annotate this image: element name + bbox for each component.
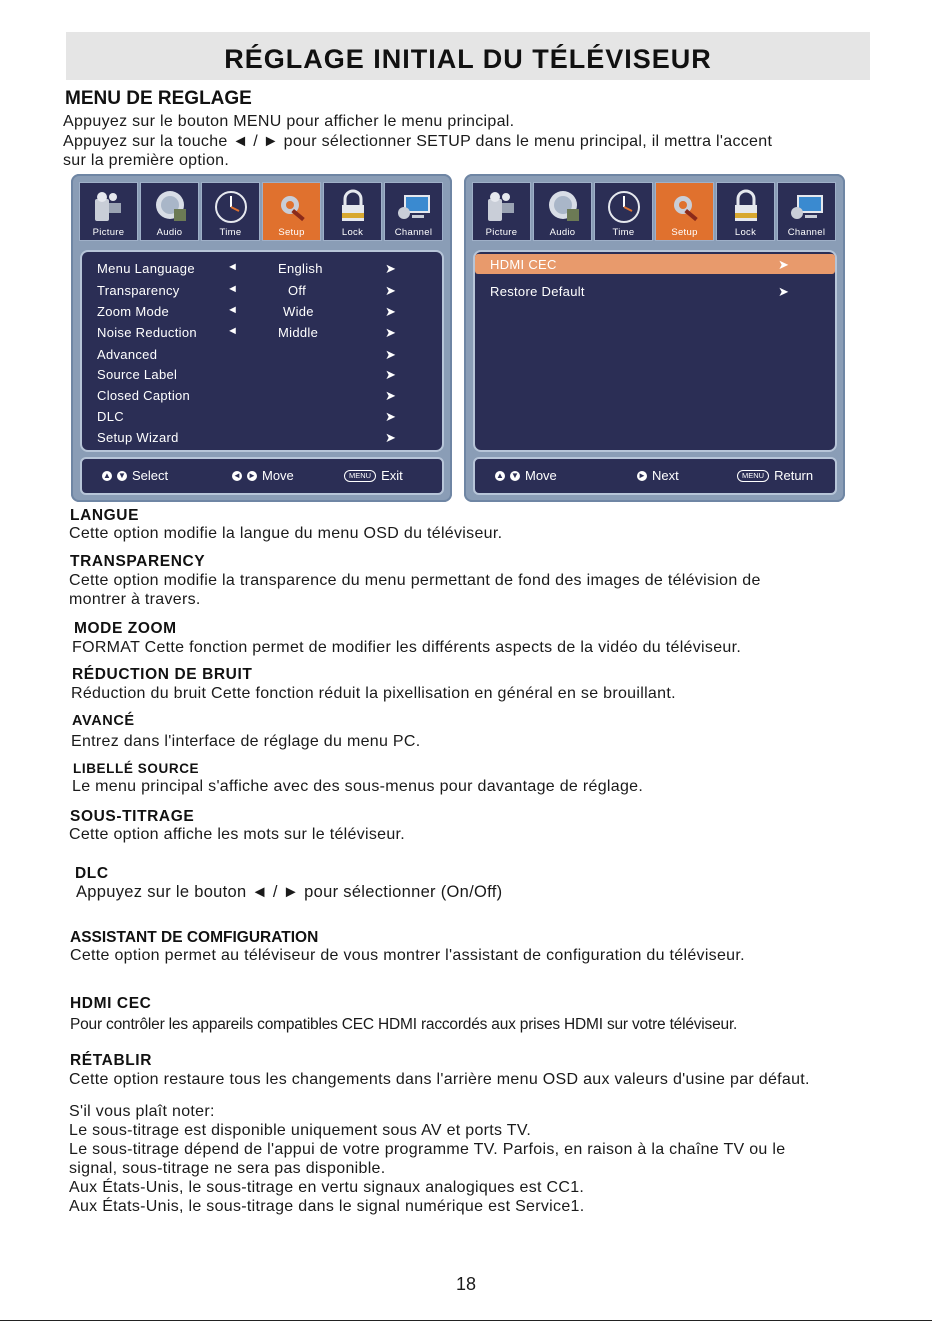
- menu-key-icon: MENU: [344, 470, 376, 482]
- tab-label: Time: [612, 227, 635, 238]
- item-name: DLC: [97, 409, 124, 424]
- tab-label: Time: [219, 227, 242, 238]
- footer-move-label: Move: [262, 468, 294, 483]
- item-name: Noise Reduction: [97, 325, 197, 340]
- item-name: Menu Language: [97, 261, 195, 276]
- up-down-icon: ▲: [496, 470, 504, 480]
- item-value: Off: [288, 283, 307, 298]
- tab-picture[interactable]: [472, 182, 531, 241]
- tab-time[interactable]: [201, 182, 260, 241]
- right-arrow-icon[interactable]: ➤: [385, 304, 397, 319]
- item-name: Zoom Mode: [97, 304, 170, 319]
- item-value: Middle: [278, 325, 319, 340]
- tv-icon: [787, 189, 827, 225]
- tab-audio[interactable]: [140, 182, 199, 241]
- tab-label: Audio: [549, 227, 576, 238]
- tv-icon: [394, 189, 434, 225]
- menu-item-zoom-mode[interactable]: [82, 301, 442, 321]
- left-right-icon: ►: [248, 470, 256, 480]
- menu-item-menu-language[interactable]: [82, 258, 442, 278]
- clock-icon: [604, 189, 644, 225]
- note-line: Le sous-titrage dépend de l'appui de votre programme TV. Parfois, en raison à la chaîne TV ou le: [69, 1141, 786, 1158]
- text-assistant: Cette option permet au téléviseur de vous montrer l'assistant de configuration du téléviseur.: [70, 947, 745, 964]
- text-dlc: Appuyez sur le bouton ◄ / ► pour sélectionner (On/Off): [76, 883, 503, 901]
- text-retablir: Cette option restaure tous les changements dans l'arrière menu OSD aux valeurs d'usine par défaut.: [69, 1071, 810, 1088]
- note-line: S'il vous plaît noter:: [69, 1103, 215, 1120]
- heading-sous-titrage: SOUS-TITRAGE: [70, 808, 195, 825]
- footer-return-label: Return: [774, 468, 814, 483]
- right-arrow-icon[interactable]: ➤: [778, 257, 790, 272]
- up-down-icon: ▲: [103, 470, 111, 480]
- item-name: Closed Caption: [97, 388, 191, 403]
- right-arrow-icon[interactable]: ➤: [385, 367, 397, 382]
- right-arrow-icon[interactable]: ➤: [385, 409, 397, 424]
- heading-transparency: TRANSPARENCY: [70, 553, 206, 570]
- right-arrow-icon[interactable]: ➤: [385, 388, 397, 403]
- satellite-dish-icon: [150, 189, 190, 225]
- note-line: signal, sous-titrage ne sera pas disponible.: [69, 1160, 386, 1177]
- osd-footer: [80, 457, 444, 495]
- footer-next-label: Next: [652, 468, 679, 483]
- osd-tab-bar: [472, 182, 836, 241]
- tools-icon: [272, 189, 312, 225]
- right-arrow-icon[interactable]: ➤: [385, 283, 397, 298]
- tab-lock[interactable]: [323, 182, 382, 241]
- camera-icon: [482, 189, 522, 225]
- text-libelle-source: Le menu principal s'affiche avec des sous-menus pour davantage de réglage.: [72, 778, 644, 795]
- menu-item-hdmi-cec[interactable]: [475, 254, 835, 274]
- item-value: Wide: [283, 304, 314, 319]
- footer-move: [495, 468, 557, 483]
- menu-item-setup-wizard[interactable]: [82, 427, 442, 447]
- text-avance: Entrez dans l'interface de réglage du menu PC.: [71, 733, 421, 750]
- heading-hdmi-cec: HDMI CEC: [70, 995, 152, 1012]
- menu-key-icon: MENU: [737, 470, 769, 482]
- tab-label: Setup: [278, 227, 305, 238]
- item-name: HDMI CEC: [490, 257, 557, 272]
- note-line: Aux États-Unis, le sous-titrage dans le signal numérique est Service1.: [69, 1198, 585, 1215]
- menu-item-dlc[interactable]: [82, 406, 442, 426]
- text-transparency: montrer à travers.: [69, 591, 201, 608]
- item-name: Transparency: [97, 283, 180, 298]
- tools-icon: [665, 189, 705, 225]
- item-name: Setup Wizard: [97, 430, 179, 445]
- text-hdmi-cec: Pour contrôler les appareils compatibles CEC HDMI raccordés aux prises HDMI sur votre téléviseur.: [70, 1016, 738, 1033]
- item-name: Advanced: [97, 347, 158, 362]
- right-arrow-icon[interactable]: ➤: [778, 284, 790, 299]
- text-sous-titrage: Cette option affiche les mots sur le téléviseur.: [69, 826, 406, 843]
- tab-label: Channel: [787, 227, 826, 238]
- satellite-dish-icon: [543, 189, 583, 225]
- heading-dlc: DLC: [75, 865, 109, 882]
- next-icon: ►: [638, 470, 646, 480]
- menu-item-advanced[interactable]: [82, 344, 442, 364]
- tab-label: Lock: [734, 227, 757, 238]
- menu-item-restore-default[interactable]: [475, 281, 835, 301]
- tab-picture[interactable]: [79, 182, 138, 241]
- osd-setup-submenu: [464, 174, 845, 502]
- text-langue: Cette option modifie la langue du menu OSD du téléviseur.: [69, 525, 503, 542]
- tab-label: Channel: [394, 227, 433, 238]
- page-number: 18: [456, 1274, 477, 1294]
- footer-exit-label: Exit: [381, 468, 403, 483]
- tab-time[interactable]: [594, 182, 653, 241]
- item-value: English: [278, 261, 323, 276]
- tab-label: Picture: [485, 227, 518, 238]
- menu-item-closed-caption[interactable]: [82, 385, 442, 405]
- left-arrow-icon[interactable]: ◄: [227, 261, 239, 273]
- intro-line: sur la première option.: [63, 152, 230, 169]
- up-down-icon: ▼: [118, 470, 126, 480]
- tab-label: Lock: [341, 227, 364, 238]
- intro-line: Appuyez sur la touche ◄ / ► pour sélectionner SETUP dans le menu principal, il mettra l'accent: [63, 132, 773, 150]
- title-bar: [66, 32, 870, 80]
- tab-lock[interactable]: [716, 182, 775, 241]
- heading-langue: LANGUE: [70, 507, 140, 524]
- heading-mode-zoom: MODE ZOOM: [74, 620, 177, 637]
- text-reduction-bruit: Réduction du bruit Cette fonction réduit la pixellisation en général en se brouillant.: [71, 685, 676, 702]
- tab-label: Setup: [671, 227, 698, 238]
- left-arrow-icon[interactable]: ◄: [227, 283, 239, 295]
- footer-select: [102, 468, 168, 483]
- text-transparency: Cette option modifie la transparence du menu permettant de fond des images de télévision de: [69, 572, 761, 589]
- right-arrow-icon[interactable]: ➤: [385, 347, 397, 362]
- lock-icon: [726, 189, 766, 225]
- footer-move: [232, 468, 294, 483]
- heading-reduction-bruit: RÉDUCTION DE BRUIT: [72, 666, 253, 683]
- tab-channel[interactable]: [777, 182, 836, 241]
- heading-avance: AVANCÉ: [72, 713, 135, 729]
- setup-menu-list: [80, 250, 444, 452]
- right-arrow-icon[interactable]: ➤: [385, 325, 397, 340]
- heading-retablir: RÉTABLIR: [70, 1052, 153, 1069]
- heading-libelle-source: LIBELLÉ SOURCE: [73, 761, 200, 776]
- footer-move-label: Move: [525, 468, 557, 483]
- tab-channel[interactable]: [384, 182, 443, 241]
- item-name: Restore Default: [490, 284, 585, 299]
- setup-submenu-list: [473, 250, 837, 452]
- tab-audio[interactable]: [533, 182, 592, 241]
- bottom-rule: [0, 1320, 932, 1321]
- lock-icon: [333, 189, 373, 225]
- note-line: Le sous-titrage est disponible uniquement sous AV et ports TV.: [69, 1122, 532, 1139]
- note-line: Aux États-Unis, le sous-titrage en vertu signaux analogiques est CC1.: [69, 1179, 585, 1196]
- up-down-icon: ▼: [511, 470, 519, 480]
- menu-item-transparency[interactable]: [82, 280, 442, 300]
- osd-footer: [473, 457, 837, 495]
- right-arrow-icon[interactable]: ➤: [385, 430, 397, 445]
- clock-icon: [211, 189, 251, 225]
- tab-label: Audio: [156, 227, 183, 238]
- page-title: RÉGLAGE INITIAL DU TÉLÉVISEUR: [224, 44, 712, 74]
- left-arrow-icon[interactable]: ◄: [227, 325, 239, 337]
- footer-return: [737, 468, 813, 483]
- footer-next: [637, 468, 679, 483]
- tab-setup[interactable]: [655, 182, 714, 241]
- tab-label: Picture: [92, 227, 125, 238]
- left-arrow-icon[interactable]: ◄: [227, 304, 239, 316]
- left-right-icon: ◄: [233, 470, 241, 480]
- section-title: MENU DE REGLAGE: [65, 88, 252, 109]
- footer-select-label: Select: [132, 468, 169, 483]
- osd-tab-bar: [79, 182, 443, 241]
- intro-text: [63, 112, 772, 171]
- menu-item-source-label[interactable]: [82, 364, 442, 384]
- right-arrow-icon[interactable]: ➤: [385, 261, 397, 276]
- footer-exit: [344, 468, 403, 483]
- menu-item-noise-reduction[interactable]: [82, 322, 442, 342]
- item-name: Source Label: [97, 367, 178, 382]
- intro-line: Appuyez sur le bouton MENU pour afficher le menu principal.: [63, 113, 515, 130]
- osd-setup-menu: [71, 174, 452, 502]
- camera-icon: [89, 189, 129, 225]
- heading-assistant: ASSISTANT DE COMFIGURATION: [70, 929, 319, 946]
- tab-setup[interactable]: [262, 182, 321, 241]
- text-mode-zoom: FORMAT Cette fonction permet de modifier les différents aspects de la vidéo du téléviseur.: [72, 639, 742, 656]
